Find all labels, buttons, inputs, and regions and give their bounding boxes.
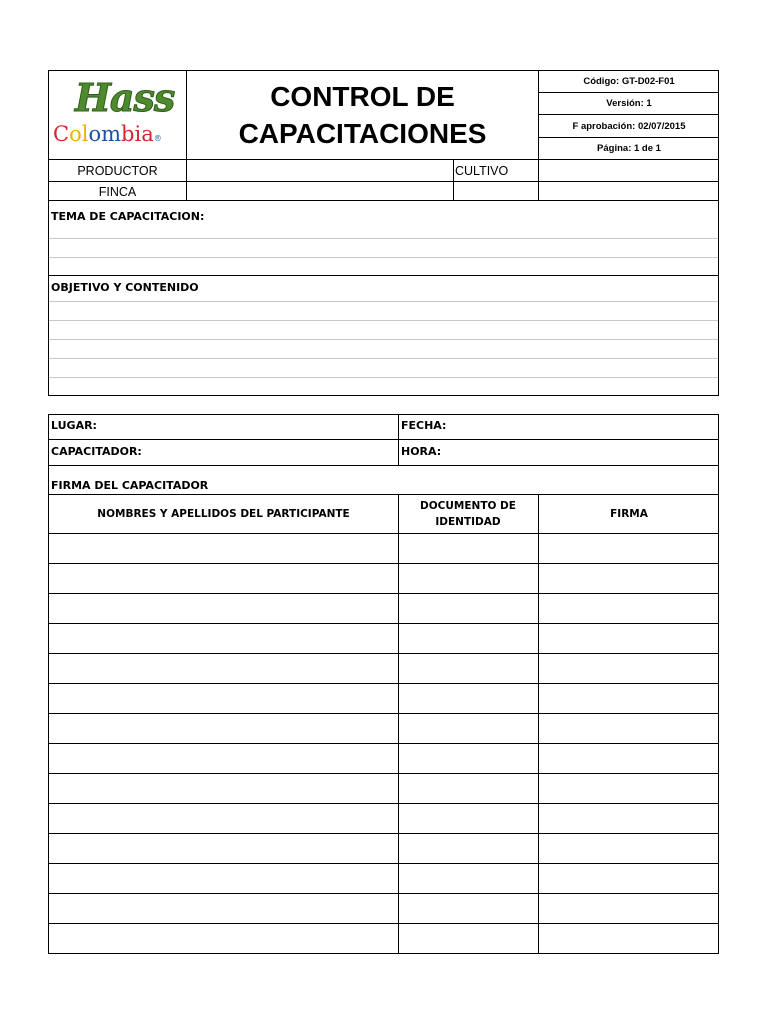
participant-document-cell[interactable] bbox=[399, 654, 538, 683]
participant-document-cell[interactable] bbox=[399, 534, 538, 563]
logo-letter: m bbox=[101, 122, 122, 146]
productor-label: PRODUCTOR bbox=[77, 163, 158, 178]
finca-field[interactable] bbox=[187, 182, 453, 201]
codigo-label: Código: GT-D02-F01 bbox=[583, 75, 675, 87]
participant-name-cell[interactable] bbox=[49, 714, 398, 743]
finca-label: FINCA bbox=[98, 184, 137, 199]
participant-name-cell[interactable] bbox=[49, 594, 398, 623]
participant-name-cell[interactable] bbox=[49, 744, 398, 773]
participant-signature-cell[interactable] bbox=[539, 924, 719, 953]
hora-field[interactable] bbox=[442, 440, 718, 465]
logo-letter: l bbox=[81, 122, 89, 146]
logo-letter: b bbox=[121, 122, 135, 146]
participant-signature-cell[interactable] bbox=[539, 774, 719, 803]
document-title bbox=[187, 72, 538, 158]
logo-letter: o bbox=[88, 122, 102, 146]
participant-signature-cell[interactable] bbox=[539, 654, 719, 683]
participant-document-cell[interactable] bbox=[399, 564, 538, 593]
participant-name-cell[interactable] bbox=[49, 564, 398, 593]
participant-name-cell[interactable] bbox=[49, 684, 398, 713]
divider bbox=[398, 414, 399, 465]
participant-document-cell[interactable] bbox=[399, 894, 538, 923]
participant-signature-cell[interactable] bbox=[539, 684, 719, 713]
participant-document-cell[interactable] bbox=[399, 684, 538, 713]
title-line-2: CAPACITACIONES bbox=[238, 118, 487, 149]
participant-document-cell[interactable] bbox=[399, 804, 538, 833]
divider bbox=[48, 275, 719, 276]
hora-label: HORA: bbox=[401, 445, 442, 458]
participant-document-cell[interactable] bbox=[399, 624, 538, 653]
company-logo bbox=[50, 72, 185, 158]
participant-signature-cell[interactable] bbox=[539, 744, 719, 773]
participant-signature-cell[interactable] bbox=[539, 624, 719, 653]
cultivo-label: CULTIVO bbox=[455, 163, 509, 178]
participant-document-cell[interactable] bbox=[399, 714, 538, 743]
participant-signature-cell[interactable] bbox=[539, 594, 719, 623]
participant-document-cell[interactable] bbox=[399, 834, 538, 863]
aprobacion-label: F aprobación: 02/07/2015 bbox=[572, 120, 686, 132]
participant-name-cell[interactable] bbox=[49, 654, 398, 683]
participant-signature-cell[interactable] bbox=[539, 834, 719, 863]
cultivo-field[interactable] bbox=[539, 160, 719, 181]
participant-document-cell[interactable] bbox=[399, 744, 538, 773]
participant-signature-cell[interactable] bbox=[539, 564, 719, 593]
participant-document-cell[interactable] bbox=[399, 774, 538, 803]
objetivo-field[interactable] bbox=[49, 296, 718, 395]
column-header-documento: DOCUMENTO DE IDENTIDAD bbox=[420, 500, 516, 528]
participant-name-cell[interactable] bbox=[49, 864, 398, 893]
participant-signature-cell[interactable] bbox=[539, 534, 719, 563]
logo-hass: Hass bbox=[75, 75, 175, 120]
participant-document-cell[interactable] bbox=[399, 864, 538, 893]
logo-letter: i bbox=[134, 122, 142, 146]
participant-signature-cell[interactable] bbox=[539, 714, 719, 743]
participant-document-cell[interactable] bbox=[399, 924, 538, 953]
registered-mark: ® bbox=[153, 134, 162, 143]
divider bbox=[453, 159, 454, 201]
participant-document-cell[interactable] bbox=[399, 594, 538, 623]
logo-letter: o bbox=[69, 122, 82, 146]
participant-name-cell[interactable] bbox=[49, 924, 398, 953]
capacitador-field[interactable] bbox=[142, 440, 397, 465]
fecha-label: FECHA: bbox=[401, 419, 447, 432]
productor-field[interactable] bbox=[187, 160, 453, 181]
tema-label: TEMA DE CAPACITACION: bbox=[51, 210, 205, 223]
participant-name-cell[interactable] bbox=[49, 534, 398, 563]
version-label: Versión: 1 bbox=[606, 98, 652, 109]
divider bbox=[48, 465, 719, 466]
participant-name-cell[interactable] bbox=[49, 804, 398, 833]
participant-name-cell[interactable] bbox=[49, 774, 398, 803]
firma-capacitador-label: FIRMA DEL CAPACITADOR bbox=[51, 479, 209, 492]
logo-colombia bbox=[53, 122, 162, 151]
tema-field[interactable] bbox=[49, 228, 718, 275]
participant-name-cell[interactable] bbox=[49, 834, 398, 863]
fecha-field[interactable] bbox=[446, 415, 718, 439]
title-line-1: CONTROL DE bbox=[270, 81, 455, 112]
column-header-nombres: NOMBRES Y APELLIDOS DEL PARTICIPANTE bbox=[97, 508, 350, 520]
participant-name-cell[interactable] bbox=[49, 894, 398, 923]
participant-name-cell[interactable] bbox=[49, 624, 398, 653]
lugar-field[interactable] bbox=[100, 415, 397, 439]
logo-letter: C bbox=[53, 122, 70, 146]
participant-signature-cell[interactable] bbox=[539, 894, 719, 923]
lugar-label: LUGAR: bbox=[51, 419, 97, 432]
column-header-firma: FIRMA bbox=[610, 508, 648, 520]
participant-signature-cell[interactable] bbox=[539, 864, 719, 893]
capacitador-label: CAPACITADOR: bbox=[51, 445, 142, 458]
logo-letter: a bbox=[141, 122, 154, 146]
participant-signature-cell[interactable] bbox=[539, 804, 719, 833]
pagina-label: Página: 1 de 1 bbox=[597, 143, 661, 154]
objetivo-label: OBJETIVO Y CONTENIDO bbox=[51, 281, 199, 294]
